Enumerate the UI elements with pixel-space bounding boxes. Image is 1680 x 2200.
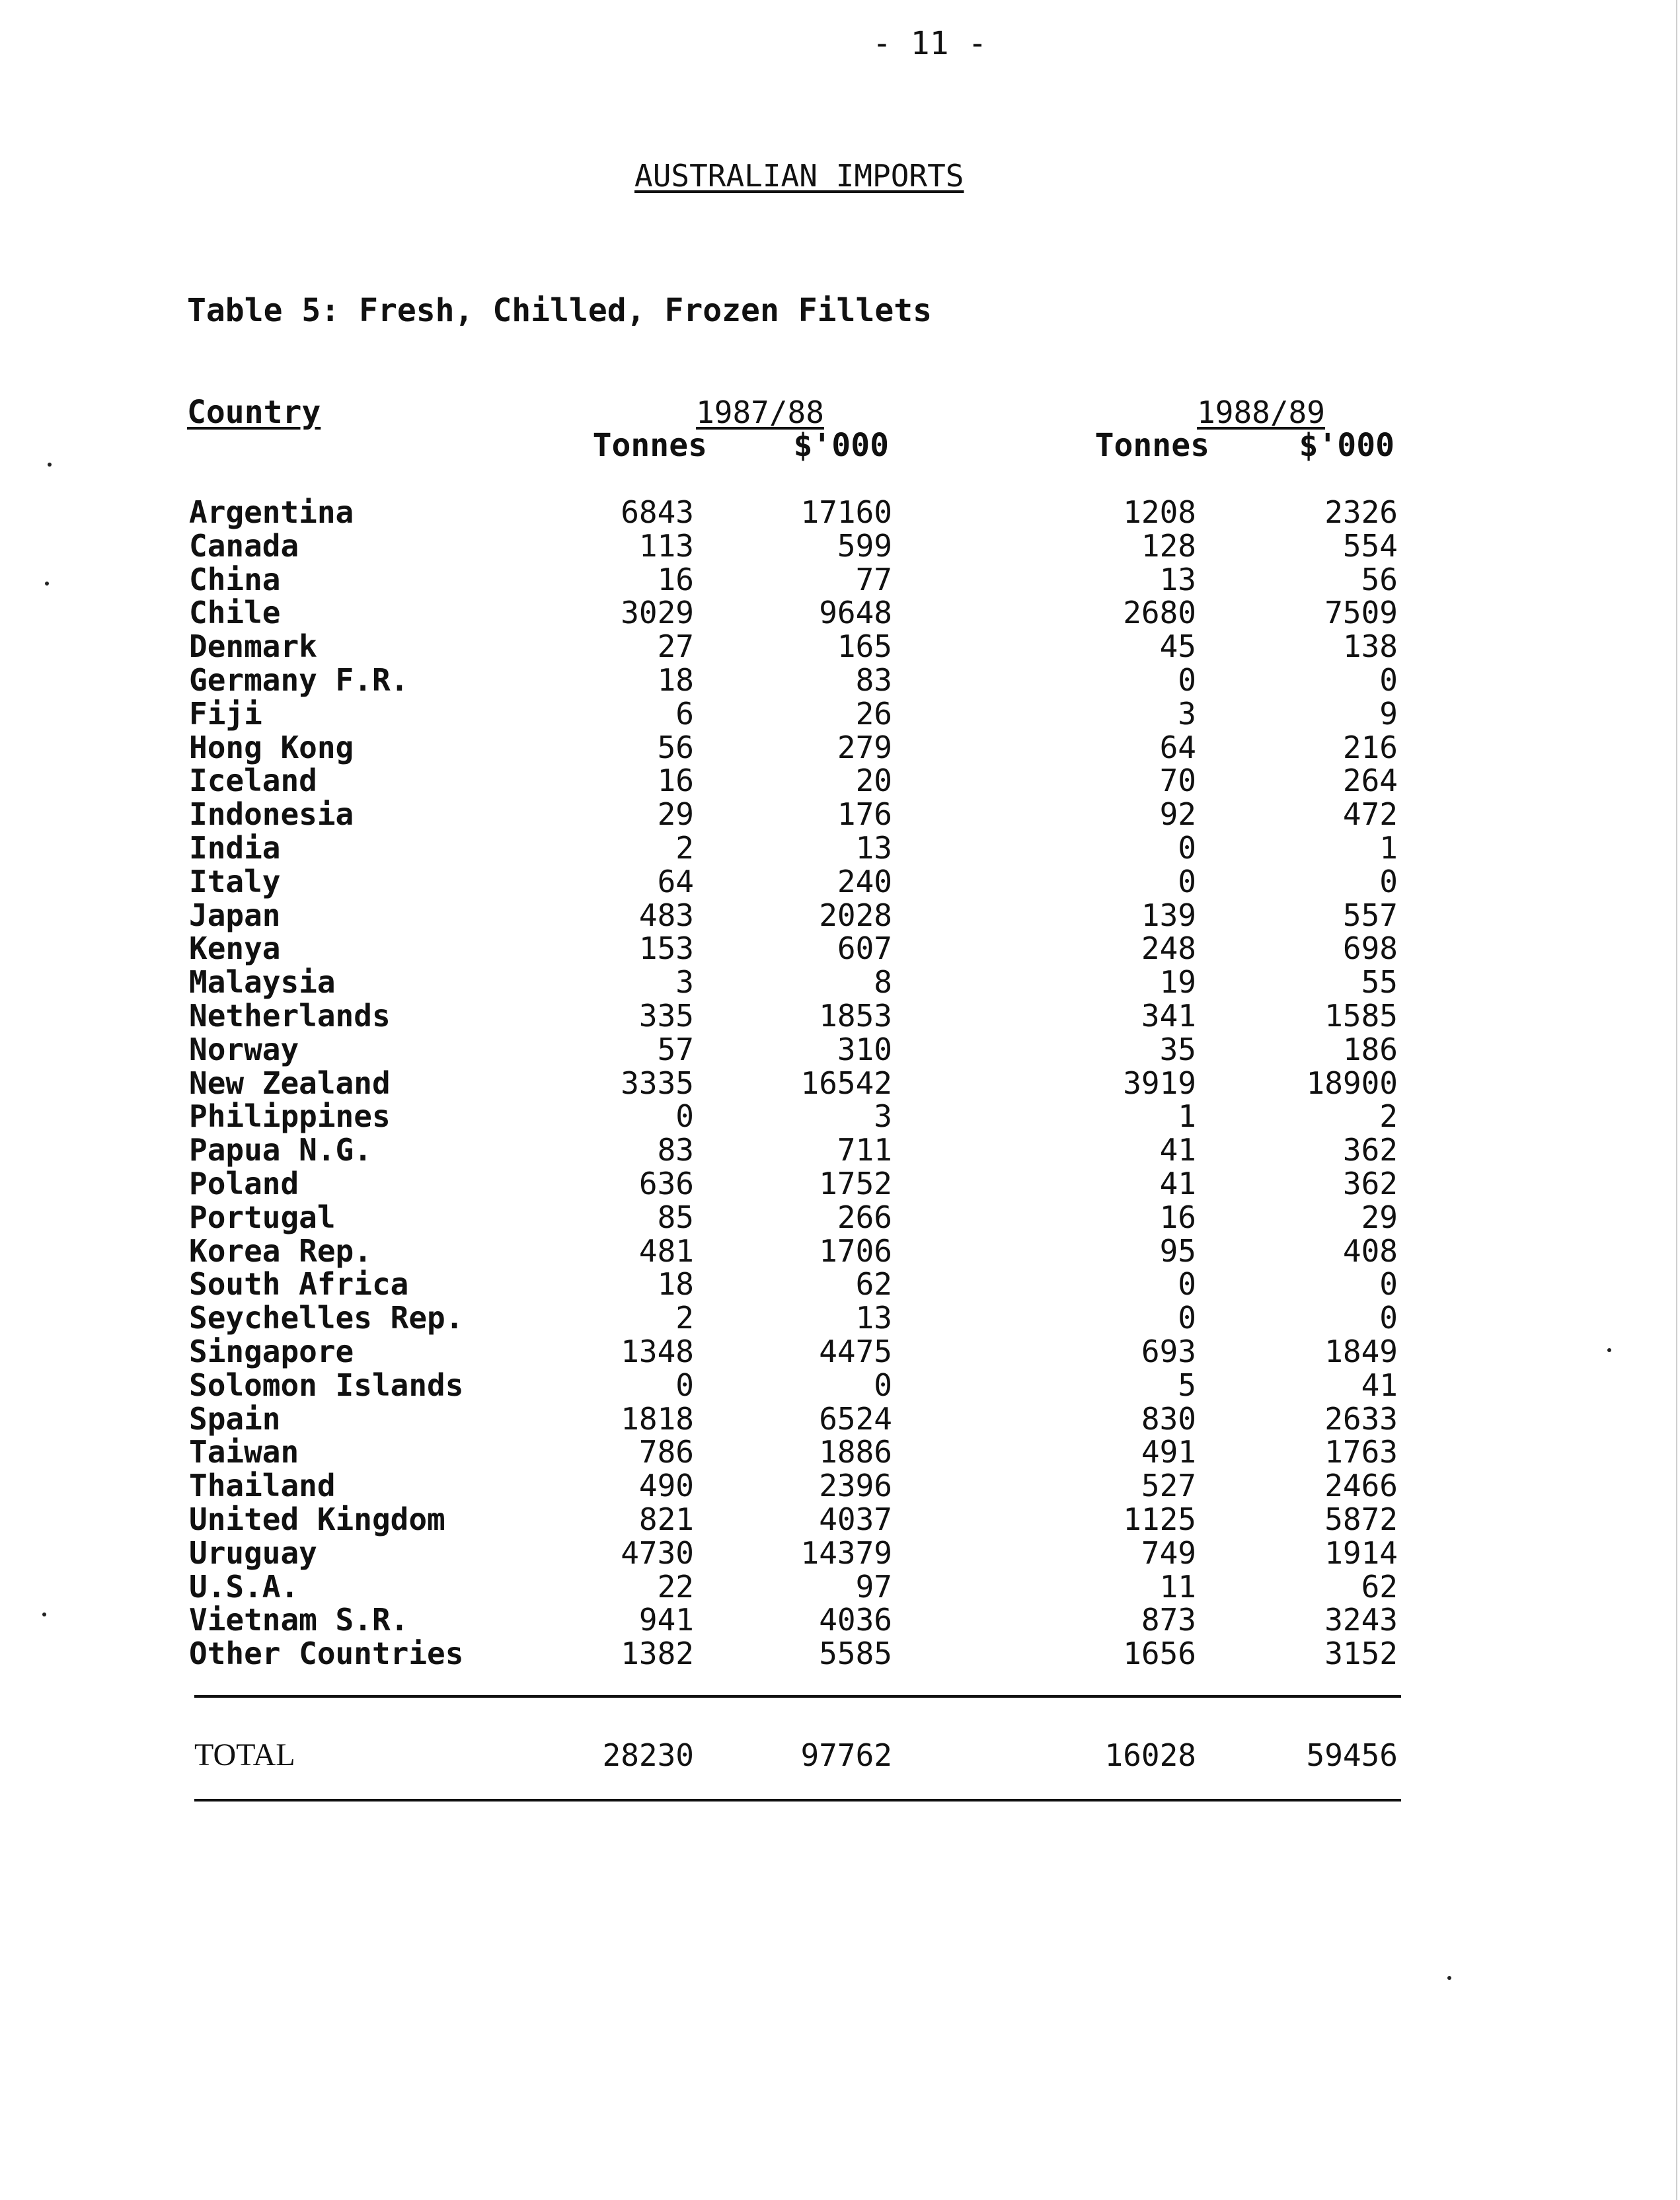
tonnes-1988-89-cell: 13 [1159,561,1196,597]
value-1988-89-cell: 0 [1379,863,1398,899]
tonnes-1988-89-cell: 830 [1141,1400,1196,1437]
value-1987-88-cell: 9648 [819,595,892,631]
total-bottom-rule [194,1799,1401,1802]
value-1988-89-cell: 557 [1342,897,1398,933]
total-value-1987-88: 97762 [800,1737,892,1773]
tonnes-1987-88-cell: 490 [638,1468,694,1504]
tonnes-1988-89-cell: 35 [1159,1031,1196,1067]
value-1987-88-cell: 599 [837,527,892,564]
tonnes-1988-89-cell: 1208 [1123,494,1196,530]
document-title: AUSTRALIAN IMPORTS [634,158,964,194]
tonnes-1988-89-cell: 873 [1141,1602,1196,1638]
value-1987-88-cell: 4037 [819,1501,892,1537]
country-cell: Kenya [189,930,281,967]
value-1988-89-cell: 138 [1342,628,1398,665]
tonnes-1987-88-cell: 29 [657,796,694,833]
imports-table-body [0,496,1680,1671]
table-row [0,1033,1680,1067]
value-1987-88-cell: 176 [837,796,892,833]
value-1988-89-cell: 408 [1342,1233,1398,1269]
country-cell: Taiwan [189,1434,299,1470]
table-row [0,764,1680,798]
country-cell: Germany F.R. [189,662,409,698]
tonnes-1987-88-cell: 786 [638,1434,694,1470]
value-1988-89-cell: 1 [1379,829,1398,866]
country-cell: Papua N.G. [189,1132,372,1168]
value-1987-88-cell: 310 [837,1031,892,1067]
tonnes-1988-89-cell: 92 [1159,796,1196,833]
tonnes-1987-88-cell: 481 [638,1233,694,1269]
table-row [0,1603,1680,1637]
table-row [0,966,1680,999]
value-1988-89-cell: 264 [1342,763,1398,799]
value-1988-89-cell: 56 [1361,561,1398,597]
table-row [0,496,1680,529]
table-row [0,664,1680,697]
table-row [0,1268,1680,1301]
country-cell: Vietnam S.R. [189,1602,409,1638]
country-cell: Portugal [189,1199,336,1235]
country-cell: Chile [189,595,281,631]
value-1988-89-cell: 0 [1379,662,1398,698]
tonnes-1988-89-cell: 1125 [1123,1501,1196,1537]
table-row [0,1469,1680,1503]
tonnes-1987-88-cell: 6 [675,695,694,732]
tonnes-1988-89-cell: 491 [1141,1434,1196,1470]
country-cell: U.S.A. [189,1568,299,1605]
tonnes-1987-88-cell: 636 [638,1165,694,1201]
value-1987-88-cell: 26 [855,695,892,732]
table-caption: Table 5: Fresh, Chilled, Frozen Fillets [187,292,933,329]
value-1987-88-cell: 8 [874,964,892,1001]
page-number: - 11 - [872,25,987,62]
value-1987-88-cell: 14379 [800,1535,892,1571]
value-1987-88-cell: 4036 [819,1602,892,1638]
value-1987-88-cell: 20 [855,763,892,799]
country-cell: Korea Rep. [189,1233,372,1269]
tonnes-1988-89-cell: 41 [1159,1132,1196,1168]
tonnes-1987-88-cell: 941 [638,1602,694,1638]
tonnes-1988-89-cell: 0 [1178,662,1196,698]
value-1988-89-cell: 62 [1361,1568,1398,1605]
tonnes-1987-88-cell: 0 [675,1367,694,1403]
value-1987-88-cell: 5585 [819,1636,892,1672]
tonnes-1987-88-cell: 6843 [621,494,694,530]
table-row [0,1503,1680,1536]
country-cell: United Kingdom [189,1501,445,1537]
total-value-1988-89: 59456 [1306,1737,1398,1773]
value-1988-89-cell: 9 [1379,695,1398,732]
tonnes-1987-88-cell: 16 [657,561,694,597]
value-1987-88-cell: 266 [837,1199,892,1235]
value-1987-88-cell: 165 [837,628,892,665]
table-row [0,1402,1680,1436]
country-cell: Italy [189,863,281,899]
value-1988-89-cell: 1914 [1324,1535,1398,1571]
country-cell: Philippines [189,1098,391,1135]
tonnes-1987-88-cell: 64 [657,863,694,899]
tonnes-1987-88-cell: 18 [657,1266,694,1303]
table-row [0,1201,1680,1234]
tonnes-header-1988-89: Tonnes [1094,427,1209,464]
scan-speck [1447,1976,1451,1980]
country-cell: Norway [189,1031,299,1067]
scan-speck [1607,1348,1611,1352]
country-cell: Other Countries [189,1636,464,1672]
table-row [0,731,1680,765]
tonnes-1988-89-cell: 70 [1159,763,1196,799]
table-row [0,1301,1680,1335]
tonnes-1987-88-cell: 18 [657,662,694,698]
value-1987-88-cell: 1886 [819,1434,892,1470]
tonnes-1988-89-cell: 41 [1159,1165,1196,1201]
country-cell: Uruguay [189,1535,317,1571]
value-1988-89-cell: 2633 [1324,1400,1398,1437]
table-row [0,1637,1680,1671]
country-cell: Hong Kong [189,729,354,765]
tonnes-1988-89-cell: 1 [1178,1098,1196,1135]
table-row [0,1133,1680,1167]
tonnes-1988-89-cell: 0 [1178,863,1196,899]
tonnes-1988-89-cell: 3919 [1123,1065,1196,1101]
tonnes-1987-88-cell: 821 [638,1501,694,1537]
total-row [0,1737,1680,1774]
value-1988-89-cell: 2466 [1324,1468,1398,1504]
tonnes-1988-89-cell: 341 [1141,997,1196,1034]
value-1988-89-cell: 3243 [1324,1602,1398,1638]
table-row [0,596,1680,630]
tonnes-1987-88-cell: 1382 [621,1636,694,1672]
table-row [0,563,1680,597]
country-cell: Indonesia [189,796,354,833]
value-1988-89-cell: 698 [1342,930,1398,967]
value-1987-88-cell: 279 [837,729,892,765]
scan-speck [42,1612,46,1616]
value-1988-89-cell: 1763 [1324,1434,1398,1470]
tonnes-1988-89-cell: 128 [1141,527,1196,564]
scan-speck [45,582,49,586]
tonnes-1987-88-cell: 22 [657,1568,694,1605]
tonnes-1987-88-cell: 27 [657,628,694,665]
total-tonnes-1987-88: 28230 [602,1737,694,1773]
tonnes-1987-88-cell: 335 [638,997,694,1034]
value-1988-89-cell: 3152 [1324,1636,1398,1672]
table-row [0,999,1680,1033]
value-1987-88-cell: 4475 [819,1333,892,1369]
value-1987-88-cell: 97 [855,1568,892,1605]
tonnes-1987-88-cell: 2 [675,829,694,866]
tonnes-1988-89-cell: 19 [1159,964,1196,1001]
tonnes-1988-89-cell: 749 [1141,1535,1196,1571]
year-1987-88-header: 1987/88 [696,395,824,430]
value-1988-89-cell: 18900 [1306,1065,1398,1101]
value-1988-89-cell: 41 [1361,1367,1398,1403]
table-row [0,1167,1680,1201]
country-cell: Thailand [189,1468,336,1504]
table-row [0,932,1680,966]
value-1987-88-cell: 1706 [819,1233,892,1269]
table-row [0,899,1680,932]
value-1988-89-cell: 216 [1342,729,1398,765]
country-cell: Solomon Islands [189,1367,464,1403]
value-1987-88-cell: 240 [837,863,892,899]
value-1988-89-cell: 362 [1342,1165,1398,1201]
tonnes-1988-89-cell: 11 [1159,1568,1196,1605]
table-row [0,630,1680,664]
value-1987-88-cell: 17160 [800,494,892,530]
table-row [0,1335,1680,1369]
tonnes-1988-89-cell: 0 [1178,1266,1196,1303]
tonnes-1987-88-cell: 3 [675,964,694,1001]
value-1987-88-cell: 13 [855,1300,892,1336]
value-1988-89-cell: 5872 [1324,1501,1398,1537]
country-cell: India [189,829,281,866]
value-header-1987-88: $'000 [793,427,889,464]
tonnes-1988-89-cell: 64 [1159,729,1196,765]
tonnes-1987-88-cell: 0 [675,1098,694,1135]
tonnes-1988-89-cell: 1656 [1123,1636,1196,1672]
total-label: TOTAL [194,1737,295,1772]
value-1988-89-cell: 472 [1342,796,1398,833]
country-cell: New Zealand [189,1065,391,1101]
value-1988-89-cell: 29 [1361,1199,1398,1235]
value-1987-88-cell: 6524 [819,1400,892,1437]
tonnes-1987-88-cell: 113 [638,527,694,564]
country-cell: Japan [189,897,281,933]
country-cell: Netherlands [189,997,391,1034]
value-1987-88-cell: 62 [855,1266,892,1303]
tonnes-1988-89-cell: 0 [1178,1300,1196,1336]
value-1988-89-cell: 1585 [1324,997,1398,1034]
value-1987-88-cell: 2396 [819,1468,892,1504]
country-cell: Spain [189,1400,281,1437]
value-1987-88-cell: 16542 [800,1065,892,1101]
value-1988-89-cell: 0 [1379,1266,1398,1303]
country-cell: Iceland [189,763,317,799]
value-1988-89-cell: 0 [1379,1300,1398,1336]
value-1988-89-cell: 2326 [1324,494,1398,530]
value-header-1988-89: $'000 [1299,427,1394,464]
total-tonnes-1988-89: 16028 [1104,1737,1196,1773]
table-row [0,1067,1680,1100]
value-1987-88-cell: 711 [837,1132,892,1168]
tonnes-1987-88-cell: 85 [657,1199,694,1235]
value-1987-88-cell: 3 [874,1098,892,1135]
country-cell: China [189,561,281,597]
table-row [0,529,1680,563]
country-cell: Poland [189,1165,299,1201]
scan-speck [48,463,52,467]
tonnes-header-1987-88: Tonnes [592,427,707,464]
tonnes-1987-88-cell: 56 [657,729,694,765]
tonnes-1988-89-cell: 0 [1178,829,1196,866]
table-row [0,865,1680,899]
tonnes-1987-88-cell: 153 [638,930,694,967]
tonnes-1988-89-cell: 693 [1141,1333,1196,1369]
table-row [0,1435,1680,1469]
value-1988-89-cell: 1849 [1324,1333,1398,1369]
country-cell: Denmark [189,628,317,665]
tonnes-1988-89-cell: 3 [1178,695,1196,732]
tonnes-1987-88-cell: 4730 [621,1535,694,1571]
value-1988-89-cell: 554 [1342,527,1398,564]
value-1987-88-cell: 1853 [819,997,892,1034]
country-cell: Singapore [189,1333,354,1369]
tonnes-1987-88-cell: 3335 [621,1065,694,1101]
tonnes-1988-89-cell: 45 [1159,628,1196,665]
country-cell: South Africa [189,1266,409,1303]
table-row [0,1100,1680,1133]
tonnes-1987-88-cell: 57 [657,1031,694,1067]
country-cell: Canada [189,527,299,564]
tonnes-1987-88-cell: 1348 [621,1333,694,1369]
tonnes-1988-89-cell: 248 [1141,930,1196,967]
total-top-rule [194,1695,1401,1698]
tonnes-1987-88-cell: 16 [657,763,694,799]
table-row [0,1234,1680,1268]
country-cell: Seychelles Rep. [189,1300,464,1336]
year-1988-89-header: 1988/89 [1197,395,1325,430]
table-row [0,1369,1680,1402]
value-1988-89-cell: 186 [1342,1031,1398,1067]
table-row [0,831,1680,865]
value-1987-88-cell: 2028 [819,897,892,933]
value-1988-89-cell: 362 [1342,1132,1398,1168]
value-1988-89-cell: 7509 [1324,595,1398,631]
value-1987-88-cell: 83 [855,662,892,698]
value-1987-88-cell: 607 [837,930,892,967]
tonnes-1987-88-cell: 1818 [621,1400,694,1437]
tonnes-1988-89-cell: 16 [1159,1199,1196,1235]
tonnes-1988-89-cell: 5 [1178,1367,1196,1403]
tonnes-1987-88-cell: 483 [638,897,694,933]
value-1987-88-cell: 1752 [819,1165,892,1201]
country-cell: Fiji [189,695,262,732]
value-1988-89-cell: 2 [1379,1098,1398,1135]
country-column-header: Country [187,394,321,431]
tonnes-1988-89-cell: 95 [1159,1233,1196,1269]
table-row [0,697,1680,731]
country-cell: Malaysia [189,964,336,1001]
tonnes-1987-88-cell: 3029 [621,595,694,631]
table-row [0,1536,1680,1570]
tonnes-1987-88-cell: 2 [675,1300,694,1336]
tonnes-1988-89-cell: 527 [1141,1468,1196,1504]
tonnes-1988-89-cell: 139 [1141,897,1196,933]
value-1988-89-cell: 55 [1361,964,1398,1001]
value-1987-88-cell: 13 [855,829,892,866]
value-1987-88-cell: 77 [855,561,892,597]
table-row [0,798,1680,831]
table-row [0,1570,1680,1604]
tonnes-1987-88-cell: 83 [657,1132,694,1168]
tonnes-1988-89-cell: 2680 [1123,595,1196,631]
country-cell: Argentina [189,494,354,530]
value-1987-88-cell: 0 [874,1367,892,1403]
